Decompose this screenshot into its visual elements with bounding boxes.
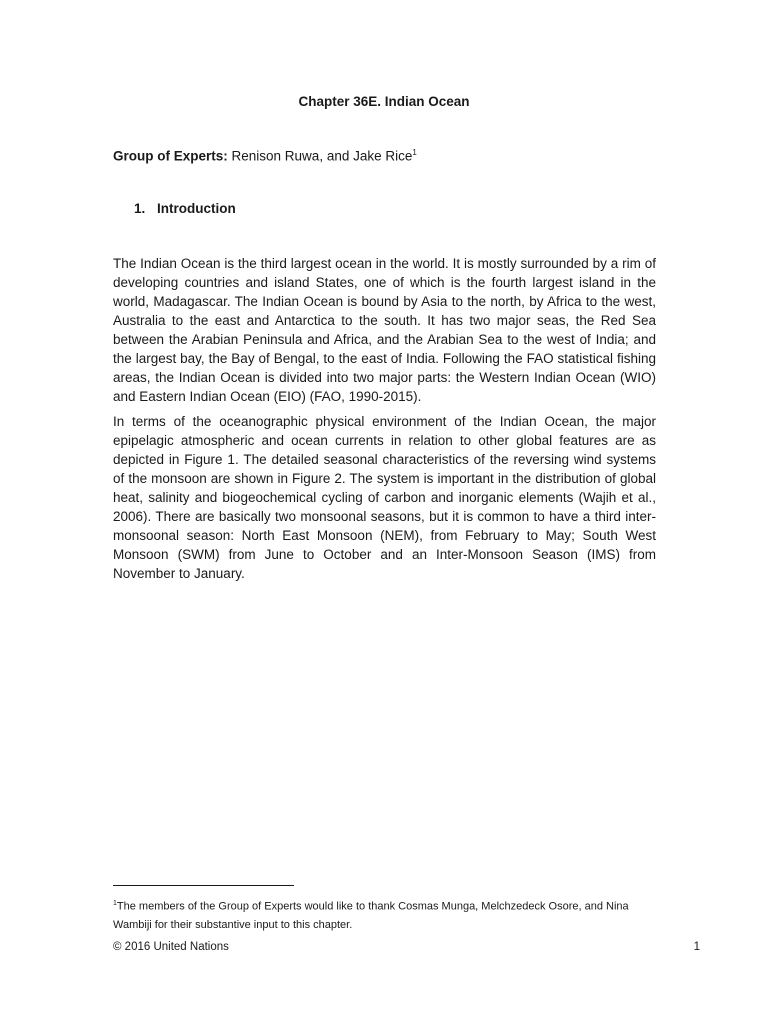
section-heading <box>134 201 236 216</box>
authors-line <box>113 148 417 164</box>
authors-label: Group of Experts: <box>113 148 228 164</box>
section-title: Introduction <box>157 201 236 216</box>
chapter-title: Chapter 36E. Indian Ocean <box>298 94 470 109</box>
paragraph: The Indian Ocean is the third largest ocean in the world. It is mostly surrounded by a rim of developing countries and island States, one of which is the fourth largest island in the world, Madagascar. The Indian Ocean is bound by Asia to the north, by Africa to the west, Australia to the east and Antarctica to the south. It has two major seas, the Red Sea between the Arabian Peninsula and Africa, and the Arabian Sea to the west of India; and the largest bay, the Bay of Bengal, to the east of India. Following the FAO statistical fishing areas, the Indian Ocean is divided into two major parts: the Western Indian Ocean (WIO) and Eastern Indian Ocean (EIO) (FAO, 1990-2015). <box>113 256 656 404</box>
page-number: 1 <box>693 941 700 953</box>
footer-copyright: © 2016 United Nations <box>113 941 229 953</box>
authors-footnote-marker: 1 <box>412 148 417 157</box>
footnote-divider <box>113 885 294 886</box>
authors-names: Renison Ruwa, and Jake Rice <box>227 148 413 164</box>
footnote <box>113 895 656 934</box>
section-number: 1. <box>134 201 146 216</box>
footnote-text: The members of the Group of Experts would like to thank Cosmas Munga, Melchzedeck Osore, and Nina Wambiji for their substantive input to this chapter. <box>113 900 629 931</box>
paragraph: In terms of the oceanographic physical environment of the Indian Ocean, the major epipelagic atmospheric and ocean currents in relation to other global features are as depicted in Figure 1. The detailed seasonal characteristics of the reversing wind systems of the monsoon are shown in Figure 2. The system is important in the distribution of global heat, salinity and biogeochemical cycling of carbon and inorganic elements (Wajih et al., 2006). There are basically two monsoonal seasons, but it is common to have a third inter-monsoonal season: North East Monsoon (NEM), from February to May; South West Monsoon (SWM) from June to October and an Inter-Monsoon Season (IMS) from November to January. <box>113 414 656 581</box>
footnote-marker: 1 <box>113 900 117 907</box>
body-text <box>113 254 656 589</box>
